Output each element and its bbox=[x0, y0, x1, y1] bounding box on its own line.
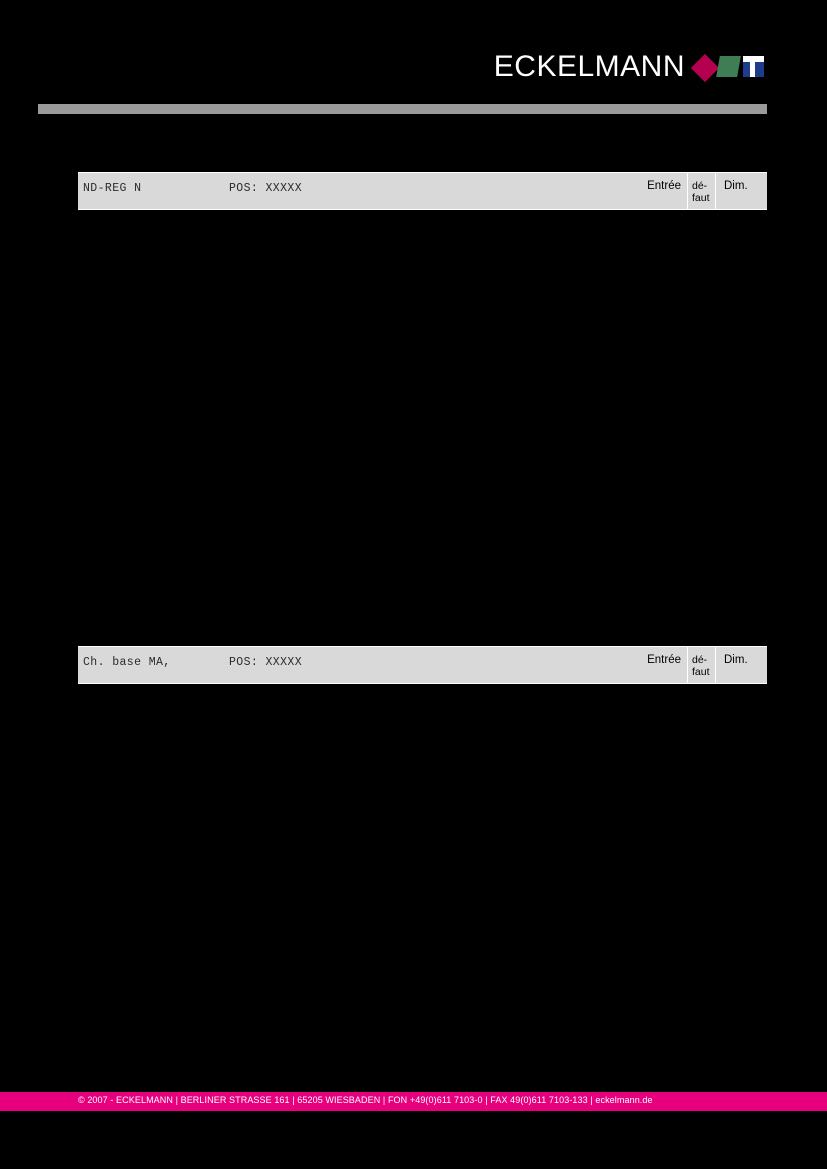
table-pos: POS: XXXXX bbox=[229, 656, 303, 669]
table-header-row bbox=[78, 646, 767, 684]
table-title: ND-REG N bbox=[83, 182, 142, 195]
column-header-dim: Dim. bbox=[715, 647, 767, 683]
table-title: Ch. base MA, bbox=[83, 656, 171, 669]
table-header-row bbox=[78, 172, 767, 210]
header-rule bbox=[38, 104, 767, 114]
parallelogram-icon bbox=[718, 56, 741, 79]
column-header-dim: Dim. bbox=[715, 173, 767, 209]
column-header-entree: Entrée bbox=[647, 654, 681, 666]
column-header-defaut bbox=[687, 173, 715, 209]
page-footer bbox=[0, 1092, 827, 1111]
logo-marks bbox=[691, 56, 766, 79]
footer-text: © 2007 - ECKELMANN | BERLINER STRASSE 161 | 65205 WIESBADEN | FON +49(0)611 7103-0 | FAX 49(0)611 7103-133 | eckelmann.de bbox=[78, 1095, 653, 1105]
table-pos: POS: XXXXX bbox=[229, 182, 303, 195]
column-header-defaut-line1: dé- bbox=[692, 180, 708, 192]
square-icon bbox=[743, 56, 766, 79]
diamond-icon bbox=[693, 56, 716, 79]
eckelmann-logo bbox=[494, 52, 766, 82]
column-header-entree: Entrée bbox=[647, 180, 681, 192]
column-header-defaut-line1: dé- bbox=[692, 654, 708, 666]
page-header bbox=[0, 0, 827, 130]
column-header-defaut-line2: faut bbox=[692, 192, 710, 204]
column-header-defaut bbox=[687, 647, 715, 683]
column-header-defaut-line2: faut bbox=[692, 666, 710, 678]
logo-wordmark: ECKELMANN bbox=[493, 50, 685, 83]
